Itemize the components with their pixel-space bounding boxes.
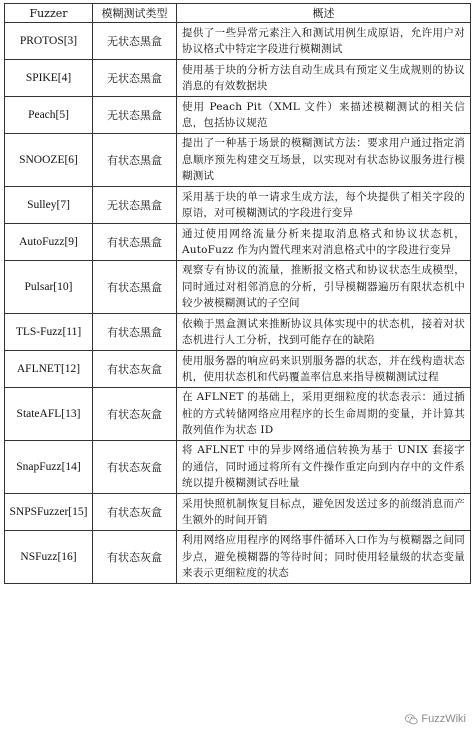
fuzz-type-cell: 无状态黑盒 — [93, 23, 177, 60]
fuzz-type-cell: 有状态黑盒 — [93, 134, 177, 187]
overview-cell: 提出了一种基于场景的模糊测试方法：要求用户通过指定消息顺序预先构建交互场景，以实现对有状态协议服务进行模糊测试 — [177, 134, 471, 187]
overview-cell: 利用网络应用程序的网络事件循环入口作为与模糊器之间同步点，避免模糊器的等待时间；同时使用轻量级的状态变量来表示更细粒度的状态 — [177, 531, 471, 584]
fuzz-type-cell: 有状态灰盒 — [93, 531, 177, 584]
wechat-icon — [405, 714, 418, 725]
overview-cell: 在 AFLNET 的基础上，采用更细粒度的状态表示：通过插桩的方式转储网络应用程序的长生命周期的变量，并计算其散列值作为状态 ID — [177, 388, 471, 441]
table-header-row — [5, 4, 471, 23]
watermark — [405, 713, 466, 725]
fuzzer-name-cell: StateAFL[13] — [5, 388, 93, 441]
overview-cell: 依赖于黑盒测试来推断协议具体实现中的状态机，接着对状态机进行人工分析，找到可能存在的缺陷 — [177, 314, 471, 351]
overview-cell: 使用 Peach Pit（XML 文件）来描述模糊测试的相关信息，包括协议规范 — [177, 97, 471, 134]
fuzzer-name-cell: Pulsar[10] — [5, 261, 93, 314]
fuzz-type-cell: 有状态灰盒 — [93, 441, 177, 494]
fuzzer-name-cell: SNPSFuzzer[15] — [5, 494, 93, 531]
overview-cell: 使用基于块的分析方法自动生成具有预定义生成规则的协议消息的有效数据块 — [177, 60, 471, 97]
fuzzer-comparison-table — [4, 3, 471, 584]
table-body — [5, 23, 471, 584]
header-fuzzer: Fuzzer — [5, 4, 93, 23]
table-row — [5, 60, 471, 97]
fuzzer-name-cell: TLS-Fuzz[11] — [5, 314, 93, 351]
overview-cell: 采用快照机制恢复目标点，避免因发送过多的前缀消息而产生额外的时间开销 — [177, 494, 471, 531]
fuzz-type-cell: 无状态黑盒 — [93, 60, 177, 97]
table-row — [5, 187, 471, 224]
fuzz-type-cell: 有状态灰盒 — [93, 494, 177, 531]
overview-cell: 使用服务器的响应码来识别服务器的状态，并在线构造状态机，使用状态机和代码覆盖率信息来指导模糊测试过程 — [177, 351, 471, 388]
fuzz-type-cell: 有状态黑盒 — [93, 224, 177, 261]
fuzz-type-cell: 无状态黑盒 — [93, 97, 177, 134]
overview-cell: 观察专有协议的流量，推断报文格式和协议状态生成模型，同时通过对相邻消息的分析，引导模糊器遍历有限状态机中较少被模糊测试的子空间 — [177, 261, 471, 314]
fuzzer-name-cell: SnapFuzz[14] — [5, 441, 93, 494]
fuzz-type-cell: 有状态黑盒 — [93, 261, 177, 314]
fuzzer-name-cell: Peach[5] — [5, 97, 93, 134]
fuzzer-name-cell: PROTOS[3] — [5, 23, 93, 60]
fuzzer-name-cell: SPIKE[4] — [5, 60, 93, 97]
table-row — [5, 494, 471, 531]
table-row — [5, 314, 471, 351]
table-row — [5, 351, 471, 388]
table-row — [5, 261, 471, 314]
fuzzer-name-cell: Sulley[7] — [5, 187, 93, 224]
table-row — [5, 134, 471, 187]
table-row — [5, 441, 471, 494]
fuzzer-name-cell: SNOOZE[6] — [5, 134, 93, 187]
fuzzer-name-cell: NSFuzz[16] — [5, 531, 93, 584]
table-row — [5, 97, 471, 134]
watermark-text: FuzzWiki — [421, 713, 466, 725]
fuzz-type-cell: 无状态黑盒 — [93, 187, 177, 224]
header-fuzz-type: 模糊测试类型 — [93, 4, 177, 23]
fuzzer-name-cell: AFLNET[12] — [5, 351, 93, 388]
overview-cell: 采用基于块的单一请求生成方法，每个块提供了相关字段的原语，对可模糊测试的字段进行变异 — [177, 187, 471, 224]
table-row — [5, 531, 471, 584]
table-row — [5, 388, 471, 441]
header-overview: 概述 — [177, 4, 471, 23]
table-row — [5, 224, 471, 261]
fuzz-type-cell: 有状态灰盒 — [93, 388, 177, 441]
overview-cell: 将 AFLNET 中的异步网络通信转换为基于 UNIX 套接字的通信，同时通过将所有文件操作重定向到内存中的文件系统以提升模糊测试吞吐量 — [177, 441, 471, 494]
table-row — [5, 23, 471, 60]
fuzzer-name-cell: AutoFuzz[9] — [5, 224, 93, 261]
overview-cell: 提供了一些异常元素注入和测试用例生成原语，允许用户对协议格式中特定字段进行模糊测试 — [177, 23, 471, 60]
fuzz-type-cell: 有状态灰盒 — [93, 351, 177, 388]
fuzz-type-cell: 有状态黑盒 — [93, 314, 177, 351]
overview-cell: 通过使用网络流量分析来提取消息格式和协议状态机，AutoFuzz 作为内置代理来对消息格式中的字段进行变异 — [177, 224, 471, 261]
